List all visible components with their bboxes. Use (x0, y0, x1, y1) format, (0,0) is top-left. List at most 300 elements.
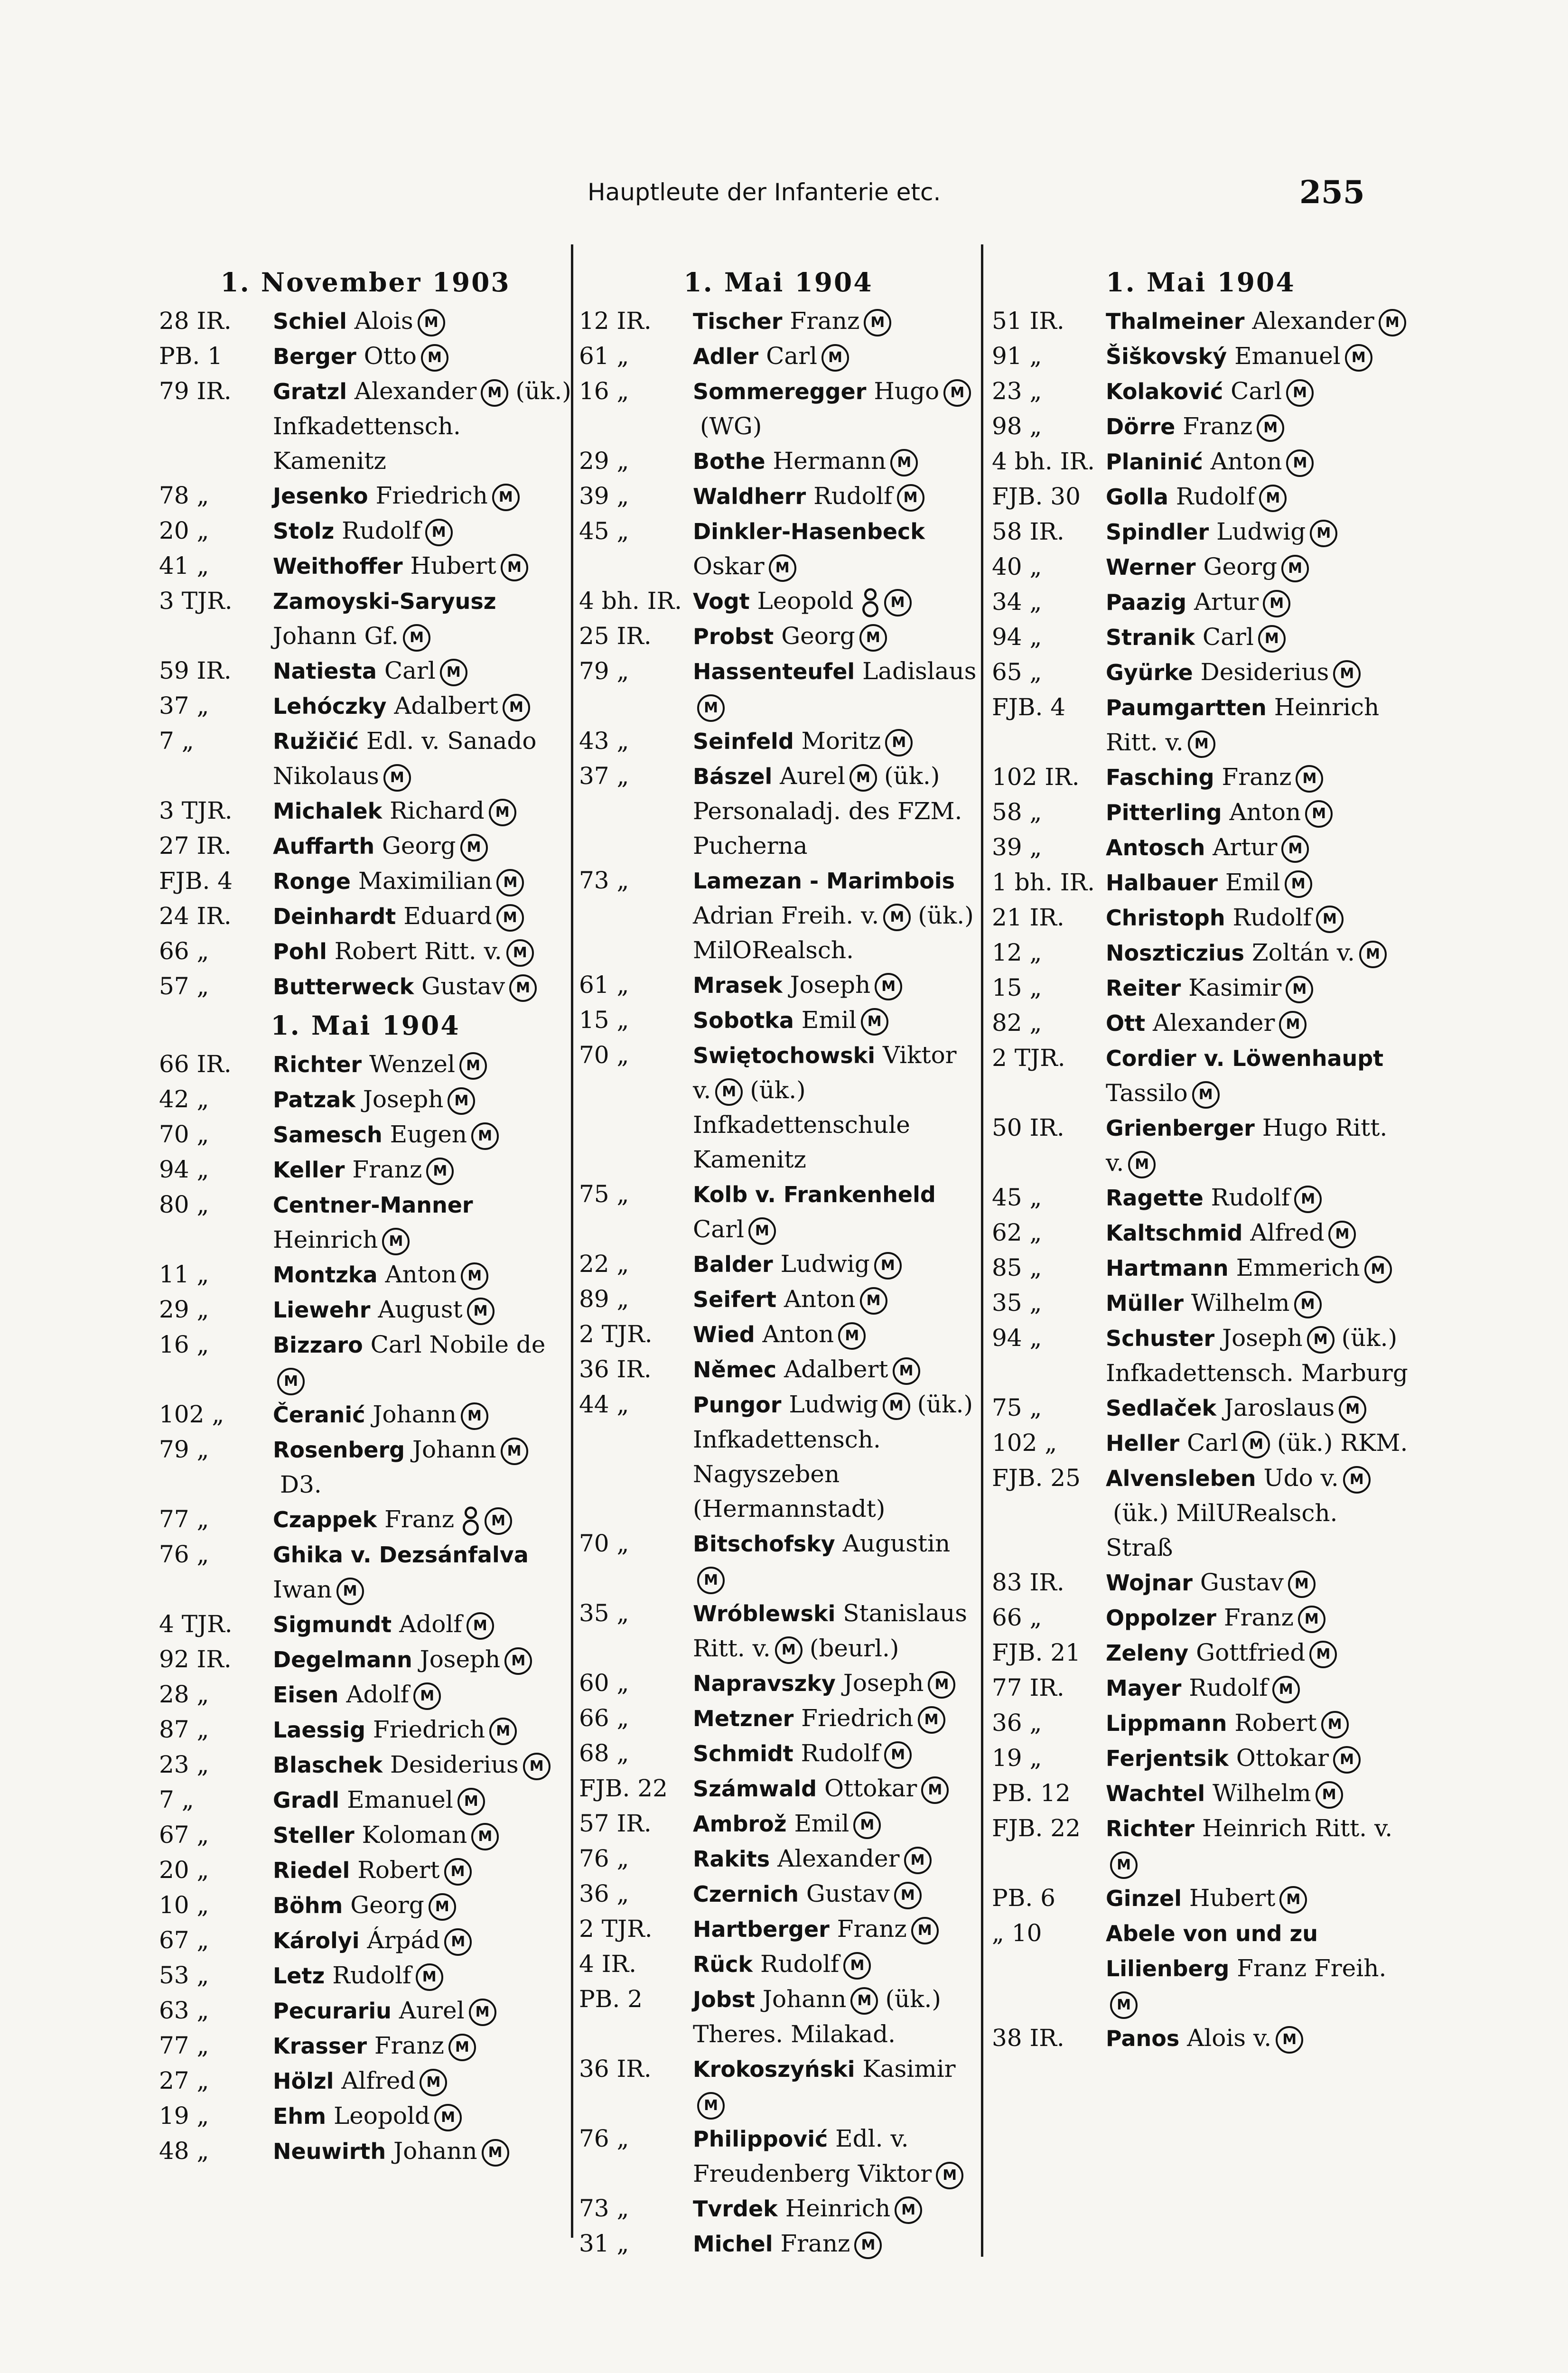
surname: Pungor (693, 1392, 782, 1418)
surname: Krokoszyński (693, 2056, 855, 2082)
entry-text (688, 968, 978, 1003)
medal-icon: M (457, 1788, 485, 1815)
given-name: Franz (352, 1156, 422, 1183)
medal-icon: M (461, 1262, 488, 1290)
list-item (159, 1993, 572, 2028)
list-item (159, 1082, 572, 1117)
entry-text (268, 1783, 572, 1818)
medal-icon: M (1286, 379, 1314, 407)
unit-label: 19 „ (992, 1744, 1042, 1772)
unit-label: FJB. 22 (579, 1775, 668, 1802)
surname: Hartmann (1106, 1255, 1229, 1281)
medal-icon: M (885, 729, 913, 757)
unit-label: 37 „ (159, 692, 209, 719)
given-name: Adrian Freih. v. (693, 902, 879, 929)
medal-icon: M (460, 834, 488, 861)
surname: Butterweck (273, 974, 414, 1000)
surname: Gradl (273, 1787, 340, 1813)
entry-text (1101, 1706, 1409, 1741)
list-item (159, 1397, 572, 1432)
entry-text (268, 1537, 572, 1607)
medal-icon: M (1343, 1466, 1371, 1494)
list-item (159, 724, 572, 794)
list-item (579, 2052, 978, 2121)
given-name: Artur (1213, 833, 1278, 861)
medal-icon: M (1298, 1606, 1325, 1633)
medal-icon: M (883, 904, 911, 931)
unit-label: 58 IR. (992, 518, 1064, 545)
unit-label: 85 „ (992, 1254, 1042, 1281)
entry-text (1101, 1776, 1409, 1811)
medal-icon: M (928, 1671, 955, 1699)
given-name: Ludwig (1216, 518, 1306, 545)
surname: Grienberger (1106, 1115, 1255, 1141)
given-name: Emil (1225, 869, 1280, 896)
given-name: Robert Ritt. v. (334, 937, 502, 965)
given-name: Joseph (420, 1645, 501, 1673)
unit-label: 77 „ (159, 1505, 209, 1533)
medal-icon: M (715, 1078, 743, 1106)
surname: Schiel (273, 308, 347, 334)
unit-label: FJB. 4 (992, 693, 1066, 721)
entry-note: (ük.) MilURealsch. Straß (1106, 1499, 1338, 1561)
list-item (992, 1776, 1409, 1811)
given-name: Oskar (693, 552, 765, 580)
unit-label: 11 „ (159, 1261, 209, 1288)
medal-icon: M (481, 379, 508, 407)
surname: Metzner (693, 1706, 794, 1731)
entry-text (1101, 620, 1409, 655)
given-name: Eduard (403, 902, 492, 930)
entry-note: (ük.) Infkadettensch. Kamenitz (273, 377, 571, 475)
entry-note: (ük.) Infkadettenschule Kamenitz (693, 1076, 910, 1173)
entry-text (688, 339, 978, 374)
medal-icon: M (864, 309, 891, 336)
spur-decoration-icon (861, 587, 880, 618)
unit-label: FJB. 25 (992, 1464, 1081, 1492)
unit-label: 62 „ (992, 1219, 1042, 1246)
unit-label: 4 IR. (579, 1950, 636, 1978)
unit-label: 19 „ (159, 2102, 209, 2130)
given-name: Hugo Ritt. v. (1106, 1114, 1388, 1177)
given-name: Richard (390, 797, 485, 824)
surname: Ragette (1106, 1185, 1204, 1211)
list-item (159, 829, 572, 864)
list-item (992, 935, 1409, 971)
entry-text (688, 1596, 978, 1666)
medal-icon: M (425, 519, 453, 546)
surname: Halbauer (1106, 870, 1218, 896)
entry-text (268, 1432, 572, 1502)
list-item (992, 1881, 1409, 1916)
given-name: Franz (1222, 763, 1292, 791)
given-name: Joseph (1222, 1324, 1303, 1352)
list-item (579, 479, 978, 514)
given-name: Georg (781, 622, 855, 650)
surname: Deinhardt (273, 904, 396, 929)
unit-label: 76 „ (579, 1845, 629, 1872)
surname: Sommeregger (693, 379, 867, 404)
entry-text (1101, 1635, 1409, 1671)
spur-decoration-icon (461, 1505, 480, 1537)
list-item (159, 1502, 572, 1537)
list-item (992, 1006, 1409, 1041)
surname: Richter (1106, 1816, 1195, 1841)
surname: Lippmann (1106, 1710, 1227, 1736)
given-name: Franz (790, 307, 860, 335)
unit-label: 59 IR. (159, 657, 232, 684)
surname: Čeranić (273, 1402, 365, 1428)
entry-text (268, 1888, 572, 1923)
entry-text (688, 654, 978, 724)
medal-icon: M (383, 764, 411, 792)
unit-label: 39 „ (579, 482, 629, 510)
list-item (992, 620, 1409, 655)
surname: Schuster (1106, 1326, 1215, 1351)
given-name: Hugo (874, 377, 940, 405)
list-item (579, 619, 978, 654)
entry-text (268, 2099, 572, 2134)
medal-icon: M (1328, 1221, 1356, 1248)
unit-label: FJB. 22 (992, 1814, 1081, 1842)
unit-label: 76 „ (579, 2125, 629, 2152)
medal-icon: M (1281, 835, 1309, 863)
unit-label: PB. 12 (992, 1779, 1071, 1807)
surname: Patzak (273, 1087, 355, 1112)
list-item (992, 1741, 1409, 1776)
unit-label: 60 „ (579, 1669, 629, 1697)
unit-label: 75 „ (992, 1394, 1042, 1421)
medal-icon: M (1110, 1851, 1138, 1879)
list-item (992, 655, 1409, 690)
given-name: Artur (1194, 588, 1259, 616)
list-item (992, 1041, 1409, 1111)
surname: Ronge (273, 869, 351, 894)
unit-label: 45 „ (992, 1184, 1042, 1211)
medal-icon: M (1285, 870, 1312, 898)
entry-text (1101, 374, 1409, 409)
list-item (159, 304, 572, 339)
unit-label: 12 „ (992, 939, 1042, 966)
section-heading: 1. Mai 1904 (1106, 267, 1296, 298)
surname: Stolz (273, 518, 335, 544)
surname: Michel (693, 2231, 773, 2257)
entry-text (268, 969, 572, 1004)
unit-label: 3 TJR. (159, 797, 233, 824)
list-item (159, 2134, 572, 2169)
entry-text (688, 2052, 978, 2121)
surname: Oppolzer (1106, 1605, 1216, 1631)
surname: Christoph (1106, 905, 1225, 931)
entry-text (268, 1923, 572, 1958)
entry-note: (ük.) Theres. Milakad. (693, 1985, 941, 2048)
medal-icon: M (1258, 625, 1286, 653)
surname: Zamoyski-Saryusz (273, 589, 496, 614)
unit-label: 76 „ (159, 1541, 209, 1568)
medal-icon: M (277, 1368, 305, 1395)
surname: Eisen (273, 1682, 339, 1708)
medal-icon: M (1309, 1641, 1337, 1668)
entry-text (1101, 935, 1409, 971)
unit-label: 102 „ (159, 1401, 224, 1428)
entry-text (268, 514, 572, 549)
list-item (159, 1712, 572, 1747)
unit-label: 43 „ (579, 727, 629, 755)
medal-icon: M (748, 1217, 776, 1245)
list-item (992, 1215, 1409, 1251)
unit-label: 57 „ (159, 972, 209, 1000)
unit-label: 4 TJR. (159, 1610, 233, 1638)
surname: Swiętochowski (693, 1043, 876, 1068)
entry-text (1101, 550, 1409, 585)
entry-text (268, 2028, 572, 2064)
surname: Müller (1106, 1290, 1184, 1316)
medal-icon: M (1316, 1781, 1343, 1809)
surname: Tischer (693, 308, 783, 334)
entry-text (268, 2134, 572, 2169)
unit-label: 61 „ (579, 971, 629, 999)
entry-text (1101, 830, 1409, 865)
list-item (159, 514, 572, 549)
given-name: August (378, 1296, 463, 1323)
entry-text (268, 2064, 572, 2099)
medal-icon: M (875, 973, 902, 1000)
list-item (992, 339, 1409, 374)
surname: Sigmundt (273, 1612, 392, 1637)
medal-icon: M (416, 1963, 443, 1991)
surname: Seifert (693, 1287, 776, 1312)
unit-label: 10 „ (159, 1891, 209, 1919)
given-name: Gustav (1200, 1569, 1284, 1596)
medal-icon: M (444, 1928, 472, 1956)
unit-label: 28 IR. (159, 307, 232, 335)
surname: Zeleny (1106, 1640, 1189, 1666)
unit-label: 35 „ (579, 1599, 629, 1627)
medal-icon: M (461, 1402, 488, 1430)
list-item (159, 864, 572, 899)
entry-note: (ük.) Infkadettensch. Marburg (1106, 1324, 1408, 1387)
medal-icon: M (382, 1228, 410, 1255)
surname: Lehóczky (273, 693, 387, 719)
list-item (992, 1286, 1409, 1321)
list-item (159, 689, 572, 724)
list-item (579, 1282, 978, 1317)
given-name: Rudolf (342, 517, 421, 544)
list-item (579, 1317, 978, 1352)
surname: Richter (273, 1052, 362, 1077)
unit-label: 16 „ (159, 1331, 209, 1358)
given-name: Friedrich (801, 1704, 914, 1732)
unit-label: 65 „ (992, 658, 1042, 686)
entry-text (1101, 1251, 1409, 1286)
entry-text (688, 374, 978, 444)
medal-icon: M (921, 1776, 949, 1804)
list-item (159, 794, 572, 829)
medal-icon: M (911, 1917, 939, 1944)
medal-icon: M (1279, 1886, 1307, 1914)
list-item (579, 444, 978, 479)
given-name: Rudolf (813, 482, 893, 510)
section-heading: 1. Mai 1904 (271, 1010, 460, 1041)
section-heading: 1. November 1903 (220, 267, 511, 298)
given-name: Alexander (777, 1845, 900, 1872)
given-name: Kasimir (1188, 974, 1282, 1001)
given-name: Carl (384, 657, 436, 684)
list-item (159, 1117, 572, 1152)
given-name: Emmerich (1236, 1254, 1360, 1281)
list-item (992, 444, 1409, 479)
entry-text (688, 1247, 978, 1282)
given-name: Rudolf (1189, 1674, 1268, 1701)
unit-label: 92 IR. (159, 1645, 232, 1673)
medal-icon: M (413, 1682, 441, 1710)
medal-icon: M (421, 344, 448, 372)
medal-icon: M (501, 1438, 528, 1465)
unit-label: „ 10 (992, 1919, 1042, 1947)
entry-text (268, 1677, 572, 1712)
surname: Ginzel (1106, 1886, 1182, 1911)
unit-label: 29 „ (159, 1296, 209, 1323)
entry-note: D3. (280, 1471, 322, 1498)
given-name: Emanuel (347, 1786, 453, 1813)
unit-label: 67 „ (159, 1821, 209, 1849)
unit-label: 75 „ (579, 1180, 629, 1208)
surname: Kaltschmid (1106, 1220, 1243, 1246)
medal-icon: M (943, 379, 971, 407)
medal-icon: M (448, 1087, 475, 1115)
surname: Ehm (273, 2103, 327, 2129)
entry-text (268, 1117, 572, 1152)
entry-text (1101, 1426, 1409, 1461)
medal-icon: M (469, 1999, 496, 2026)
surname: Paumgartten (1106, 695, 1267, 720)
entry-text (268, 724, 572, 794)
entry-text (688, 1387, 978, 1526)
given-name: Alexander (1153, 1009, 1275, 1037)
entry-text (1101, 1006, 1409, 1041)
given-name: Gustav (421, 972, 505, 1000)
list-item (992, 514, 1409, 550)
entry-text (1101, 1041, 1409, 1111)
medal-icon: M (697, 1567, 725, 1594)
entry-text (688, 514, 978, 584)
list-item (159, 374, 572, 478)
surname: Probst (693, 624, 774, 649)
medal-icon: M (489, 799, 516, 826)
medal-icon: M (429, 1893, 456, 1921)
entry-text (688, 619, 978, 654)
surname: Wróblewski (693, 1601, 836, 1626)
list-item (992, 690, 1409, 760)
unit-label: 61 „ (579, 342, 629, 370)
entry-text (268, 1397, 572, 1432)
entry-text (1101, 1565, 1409, 1600)
given-name: Adolf (346, 1681, 410, 1708)
entry-text (1101, 1671, 1409, 1706)
entry-text (268, 1257, 572, 1292)
unit-label: 94 „ (992, 1324, 1042, 1352)
entry-text (268, 1642, 572, 1677)
list-item (992, 585, 1409, 620)
medal-icon: M (1192, 1081, 1220, 1109)
medal-icon: M (1359, 941, 1387, 968)
given-name: Friedrich (373, 1716, 485, 1743)
unit-label: 2 TJR. (579, 1915, 653, 1943)
surname: Bászel (693, 764, 773, 789)
unit-label: 41 „ (159, 552, 209, 579)
given-name: Franz (1223, 1604, 1294, 1631)
medal-icon: M (860, 1287, 887, 1315)
unit-label: 24 IR. (159, 902, 232, 930)
unit-label: 34 „ (992, 588, 1042, 616)
unit-label: 66 „ (579, 1704, 629, 1732)
unit-label: 67 „ (159, 1926, 209, 1954)
unit-label: 68 „ (579, 1739, 629, 1767)
entry-text (688, 1666, 978, 1701)
entry-text (1101, 2021, 1409, 2056)
list-item (579, 1841, 978, 1877)
given-name: Heinrich Ritt. v. (1202, 1814, 1393, 1842)
surname: Steller (273, 1822, 355, 1848)
given-name: Robert (1234, 1709, 1317, 1737)
medal-icon: M (936, 2162, 963, 2189)
unit-label: 39 „ (992, 833, 1042, 861)
surname: Gratzl (273, 379, 347, 404)
surname: Károlyi (273, 1928, 360, 1953)
given-name: Koloman (362, 1821, 467, 1849)
medal-icon: M (894, 1882, 922, 1909)
surname: Michalek (273, 798, 383, 824)
entry-text (268, 864, 572, 899)
unit-label: 53 „ (159, 1962, 209, 1989)
given-name: Wenzel (369, 1050, 456, 1078)
given-name: Udo v. (1263, 1464, 1339, 1492)
unit-label: 66 „ (159, 937, 209, 965)
list-item (579, 1912, 978, 1947)
given-name: Johann (393, 2137, 477, 2165)
surname: Ambrož (693, 1811, 787, 1837)
medal-icon: M (1272, 1676, 1300, 1703)
entry-text (268, 1502, 572, 1537)
surname: Pohl (273, 939, 327, 964)
medal-icon: M (1333, 660, 1361, 688)
given-name: Georg (350, 1891, 424, 1919)
list-item (579, 1771, 978, 1806)
medal-icon: M (821, 344, 849, 372)
given-name: Iwan (273, 1576, 332, 1603)
unit-label: 102 „ (992, 1429, 1057, 1457)
entry-text (1101, 1600, 1409, 1635)
column-3 (992, 261, 1409, 2254)
given-name: Ludwig (789, 1391, 878, 1418)
list-item (579, 759, 978, 863)
surname: Wachtel (1106, 1781, 1205, 1806)
surname: Kolb v. Frankenheld (693, 1182, 936, 1207)
entry-text (1101, 1811, 1409, 1881)
given-name: Stanislaus Ritt. v. (693, 1599, 967, 1662)
list-item (579, 724, 978, 759)
surname: Reiter (1106, 975, 1181, 1001)
surname: Lamezan - Marimbois (693, 868, 955, 894)
list-item (992, 550, 1409, 585)
given-name: Adalbert (394, 692, 498, 719)
list-item (992, 374, 1409, 409)
list-item (992, 760, 1409, 795)
unit-label: 36 IR. (579, 1355, 652, 1383)
entry-text (688, 444, 978, 479)
given-name: Gottfried (1196, 1639, 1306, 1666)
list-item (579, 1736, 978, 1771)
